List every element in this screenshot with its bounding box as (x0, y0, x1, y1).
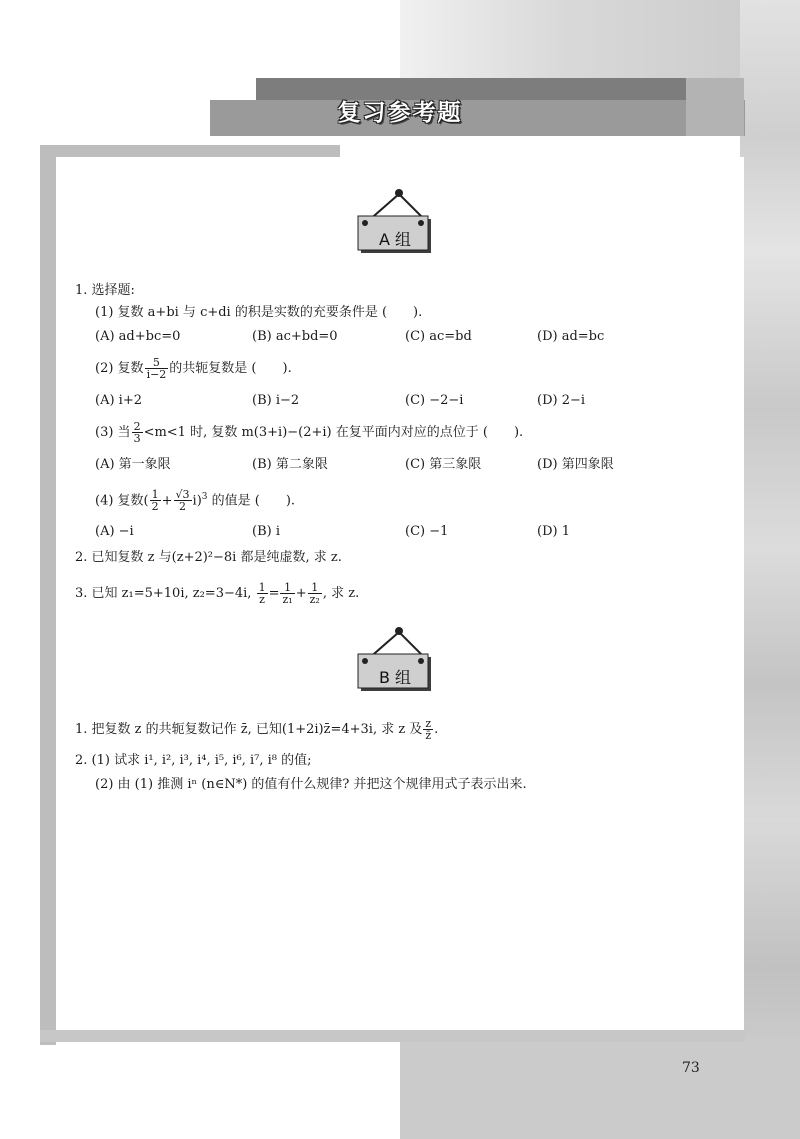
q2-stem-suffix: 的共轭复数是 ( ). (169, 361, 292, 376)
q1-option-a: (A) ad+bc=0 (95, 329, 181, 344)
q2-fraction-den: i−2 (146, 368, 167, 381)
q4-fraction-2-num: √3 (175, 488, 190, 502)
q3-stem-suffix: <m<1 时, 复数 m(3+i)−(2+i) 在复平面内对应的点位于 ( ). (143, 425, 524, 440)
q1-option-d: (D) ad=bc (537, 329, 605, 344)
b-problem-2-part-2: (2) 由 (1) 推测 iⁿ (n∈N*) 的值有什么规律? 并把这个规律用式子表示出来. (95, 777, 527, 792)
group-b-sign (357, 624, 443, 699)
q2-stem-prefix: (2) 复数 (95, 361, 144, 376)
q3-fraction-den: 3 (133, 432, 141, 445)
p3-plus: + (295, 586, 307, 601)
p3-equals: = (268, 586, 280, 601)
q4-stem-prefix: (4) 复数( (95, 493, 149, 509)
p3-fraction-2 (280, 582, 294, 605)
page-number: 73 (682, 1060, 700, 1076)
q4-fraction-1-den: 2 (151, 500, 159, 514)
q4-option-c: (C) −1 (405, 524, 449, 539)
page-title: 复习参考题 (337, 100, 463, 126)
p3-fraction-2-den: z₁ (282, 593, 293, 606)
group-b-label: B 组 (378, 668, 412, 687)
q4-fraction-1-num: 1 (151, 488, 159, 502)
group-a-label: A 组 (378, 230, 412, 249)
q4-fraction-2-den: 2 (179, 500, 187, 514)
p3-fraction-1-den: z (259, 593, 265, 606)
group-a-sign (357, 186, 443, 261)
q2-option-d: (D) 2−i (537, 393, 586, 408)
q1-option-c: (C) ac=bd (405, 329, 472, 344)
q4-stem-suffix: 的值是 ( ). (207, 493, 296, 509)
question-1-stem: (1) 复数 a+bi 与 c+di 的积是实数的充要条件是 ( ). (95, 305, 423, 320)
p3-fraction-3 (308, 582, 322, 605)
p3-fraction-1-num: 1 (258, 581, 266, 594)
b-problem-2-part-1: 2. (1) 试求 i¹, i², i³, i⁴, i⁵, i⁶, i⁷, i⁸ 的值; (75, 753, 312, 768)
q2-fraction (145, 357, 169, 380)
q4-plus: + (161, 493, 173, 509)
q4-fraction-2 (174, 489, 192, 512)
q3-stem-prefix: (3) 当 (95, 425, 131, 440)
problem-2: 2. 已知复数 z 与(z+2)²−8i 都是纯虚数, 求 z. (75, 550, 342, 565)
q3-fraction-num: 2 (133, 420, 141, 433)
b-p1-fraction-num: z (425, 717, 432, 730)
right-background-stripe (740, 0, 800, 1139)
b-p1-prefix: 1. 把复数 z 的共轭复数记作 z̄, 已知(1+2i)z̄=4+3i, 求 z 及 (75, 722, 423, 737)
frame-shadow-left (40, 145, 56, 1045)
q4-option-b: (B) i (252, 524, 280, 539)
q4-stem-mid: i) (192, 493, 202, 509)
frame-shadow-top (40, 145, 340, 157)
problem-1-heading: 1. 选择题: (75, 283, 135, 298)
p3-fraction-3-num: 1 (308, 582, 322, 594)
p3-prefix: 3. 已知 z₁=5+10i, z₂=3−4i, (75, 586, 252, 601)
frame-shadow-bottom (40, 1030, 745, 1042)
question-3-stem (95, 421, 523, 444)
q3-fraction (132, 421, 143, 444)
q2-fraction-num: 5 (145, 357, 169, 369)
problem-3 (75, 582, 359, 605)
question-4-stem (95, 488, 295, 512)
q2-option-b: (B) i−2 (252, 393, 300, 408)
p3-fraction-1 (257, 582, 268, 605)
b-p1-suffix: . (434, 722, 439, 737)
b-p1-fraction-den: z̄ (425, 729, 432, 742)
q3-option-a: (A) 第一象限 (95, 457, 171, 472)
q4-option-a: (A) −i (95, 524, 134, 539)
p3-suffix: , 求 z. (322, 586, 360, 601)
q3-option-c: (C) 第三象限 (405, 457, 482, 472)
b-problem-1 (75, 718, 438, 741)
q3-option-d: (D) 第四象限 (537, 457, 614, 472)
bottom-background-block (400, 1040, 800, 1139)
header-bar-corner (686, 78, 744, 136)
q4-option-d: (D) 1 (537, 524, 570, 539)
q1-option-b: (B) ac+bd=0 (252, 329, 338, 344)
q2-option-a: (A) i+2 (95, 393, 142, 408)
q4-fraction-1 (150, 489, 161, 512)
q4-power: 3 (201, 492, 208, 502)
p3-fraction-2-num: 1 (280, 582, 294, 594)
b-p1-fraction (423, 718, 433, 741)
question-2-stem (95, 357, 292, 380)
q2-option-c: (C) −2−i (405, 393, 464, 408)
q3-option-b: (B) 第二象限 (252, 457, 328, 472)
p3-fraction-3-den: z₂ (309, 593, 320, 606)
